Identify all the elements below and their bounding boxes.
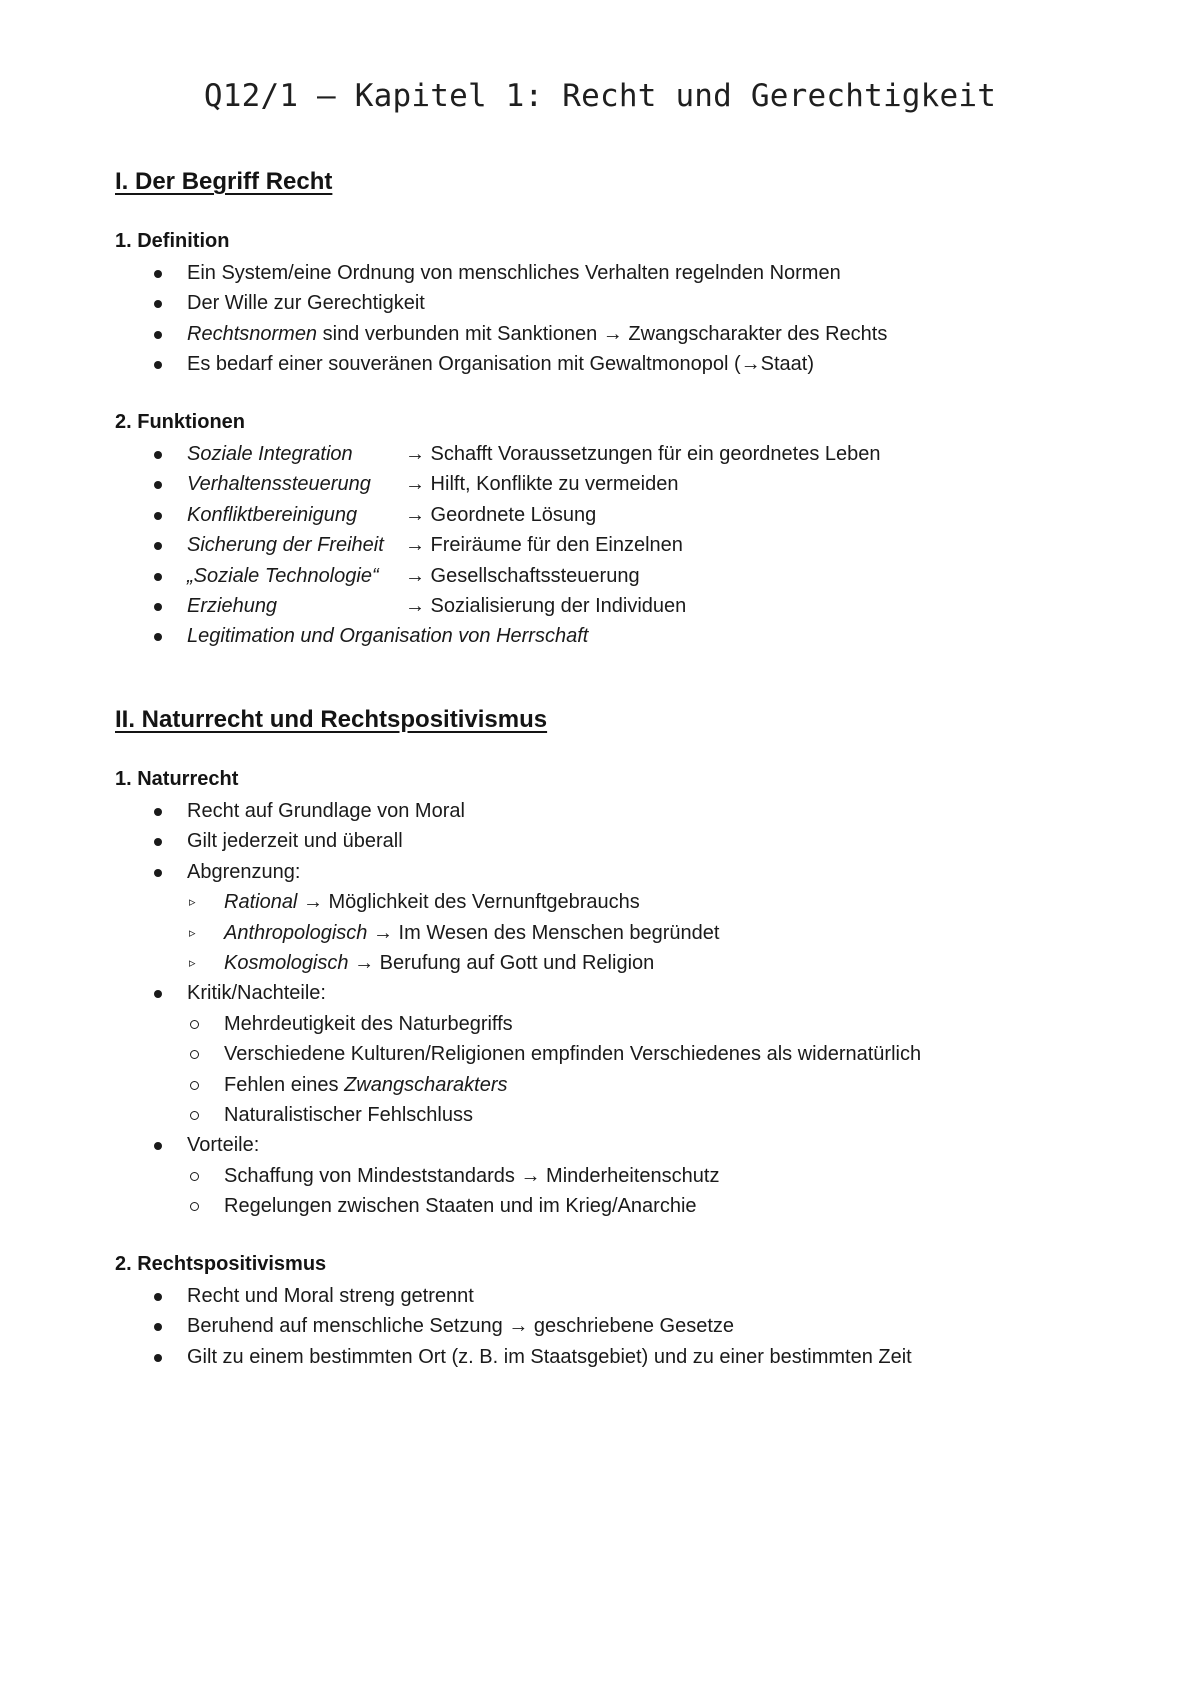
list-item: Legitimation und Organisation von Herrschaft bbox=[150, 621, 881, 651]
circle-bullet-icon bbox=[190, 1111, 199, 1120]
circle-bullet-icon bbox=[190, 1172, 199, 1181]
section-heading-naturrecht-rechtspositivismus: II. Naturrecht und Rechtspositivismus bbox=[115, 706, 548, 733]
definition-list bbox=[150, 258, 887, 380]
triangle-bullet-icon: ▹ bbox=[189, 894, 196, 910]
list-item: Konfliktbereinigung → Geordnete Lösung bbox=[150, 500, 881, 530]
sub-list-item: Schaffung von Mindeststandards → Minderheitenschutz bbox=[187, 1161, 921, 1191]
bullet-icon bbox=[154, 603, 162, 611]
list-item: Gilt jederzeit und überall bbox=[150, 826, 921, 856]
list-item: Sicherung der Freiheit → Freiräume für den Einzelnen bbox=[150, 530, 881, 560]
sub-list-item: Naturalistischer Fehlschluss bbox=[187, 1100, 921, 1130]
circle-bullet-icon bbox=[190, 1081, 199, 1090]
list-item: Recht und Moral streng getrennt bbox=[150, 1281, 912, 1311]
list-item: Abgrenzung: ▹ Rational → Möglichkeit des Vernunftgebrauchs ▹ Anthropologisch → Im Wesen des Menschen begründet ▹ Kosmologisch → Berufung auf Gott und Religion bbox=[150, 857, 921, 979]
triangle-bullet-icon: ▹ bbox=[189, 955, 196, 971]
circle-bullet-icon bbox=[190, 1050, 199, 1059]
sub-list-item: Fehlen eines Zwangscharakters bbox=[187, 1070, 921, 1100]
list-item: Es bedarf einer souveränen Organisation mit Gewaltmonopol (→Staat) bbox=[150, 349, 887, 379]
funktionen-list bbox=[150, 439, 881, 652]
naturrecht-list bbox=[150, 796, 921, 1222]
bullet-icon bbox=[154, 300, 162, 308]
bullet-icon bbox=[154, 1142, 162, 1150]
list-item: Ein System/eine Ordnung von menschliches Verhalten regelnden Normen bbox=[150, 258, 887, 288]
bullet-icon bbox=[154, 808, 162, 816]
list-item: Vorteile: Schaffung von Mindeststandards → Minderheitenschutz Regelungen zwischen Staaten und im Krieg/Anarchie bbox=[150, 1130, 921, 1221]
subheading-rechtspositivismus: 2. Rechtspositivismus bbox=[115, 1253, 327, 1275]
bullet-icon bbox=[154, 331, 162, 339]
bullet-icon bbox=[154, 270, 162, 278]
bullet-icon bbox=[154, 542, 162, 550]
triangle-bullet-icon: ▹ bbox=[189, 924, 196, 940]
bullet-icon bbox=[154, 451, 162, 459]
list-item: Der Wille zur Gerechtigkeit bbox=[150, 288, 887, 318]
bullet-icon bbox=[154, 1354, 162, 1362]
list-item: „Soziale Technologie“ → Gesellschaftssteuerung bbox=[150, 561, 881, 591]
bullet-icon bbox=[154, 1323, 162, 1331]
subheading-funktionen: 2. Funktionen bbox=[115, 411, 245, 433]
circle-bullet-icon bbox=[190, 1020, 199, 1029]
sub-list-item: ▹ Rational → Möglichkeit des Vernunftgebrauchs bbox=[187, 887, 921, 917]
list-item: Kritik/Nachteile: Mehrdeutigkeit des Naturbegriffs Verschiedene Kulturen/Religionen empfinden Verschiedenes als widernatürlich Fehlen eines Zwangscharakters Naturalistischer Fehlschluss bbox=[150, 978, 921, 1130]
sub-list-item: ▹ Anthropologisch → Im Wesen des Menschen begründet bbox=[187, 918, 921, 948]
abgrenzung-sublist bbox=[187, 887, 921, 978]
rechtspositivismus-list bbox=[150, 1281, 912, 1372]
section-heading-begriff-recht: I. Der Begriff Recht bbox=[115, 168, 333, 195]
sub-list-item: Verschiedene Kulturen/Religionen empfinden Verschiedenes als widernatürlich bbox=[187, 1039, 921, 1069]
bullet-icon bbox=[154, 990, 162, 998]
page-title: Q12/1 – Kapitel 1: Recht und Gerechtigkeit bbox=[203, 78, 997, 114]
bullet-icon bbox=[154, 512, 162, 520]
list-item: Gilt zu einem bestimmten Ort (z. B. im Staatsgebiet) und zu einer bestimmten Zeit bbox=[150, 1342, 912, 1372]
list-item: Verhaltenssteuerung → Hilft, Konflikte zu vermeiden bbox=[150, 469, 881, 499]
kritik-sublist bbox=[187, 1009, 921, 1131]
list-item: Beruhend auf menschliche Setzung → geschriebene Gesetze bbox=[150, 1311, 912, 1341]
bullet-icon bbox=[154, 1293, 162, 1301]
list-item: Recht auf Grundlage von Moral bbox=[150, 796, 921, 826]
bullet-icon bbox=[154, 573, 162, 581]
sub-list-item: Mehrdeutigkeit des Naturbegriffs bbox=[187, 1009, 921, 1039]
subheading-definition: 1. Definition bbox=[115, 230, 230, 252]
bullet-icon bbox=[154, 633, 162, 641]
bullet-icon bbox=[154, 361, 162, 369]
vorteile-sublist bbox=[187, 1161, 921, 1222]
circle-bullet-icon bbox=[190, 1202, 199, 1211]
list-item: Soziale Integration → Schafft Voraussetzungen für ein geordnetes Leben bbox=[150, 439, 881, 469]
sub-list-item: Regelungen zwischen Staaten und im Krieg/Anarchie bbox=[187, 1191, 921, 1221]
list-item: Rechtsnormen sind verbunden mit Sanktionen → Zwangscharakter des Rechts bbox=[150, 319, 887, 349]
subheading-naturrecht: 1. Naturrecht bbox=[115, 768, 239, 790]
list-item: Erziehung → Sozialisierung der Individuen bbox=[150, 591, 881, 621]
sub-list-item: ▹ Kosmologisch → Berufung auf Gott und Religion bbox=[187, 948, 921, 978]
bullet-icon bbox=[154, 838, 162, 846]
bullet-icon bbox=[154, 869, 162, 877]
bullet-icon bbox=[154, 481, 162, 489]
